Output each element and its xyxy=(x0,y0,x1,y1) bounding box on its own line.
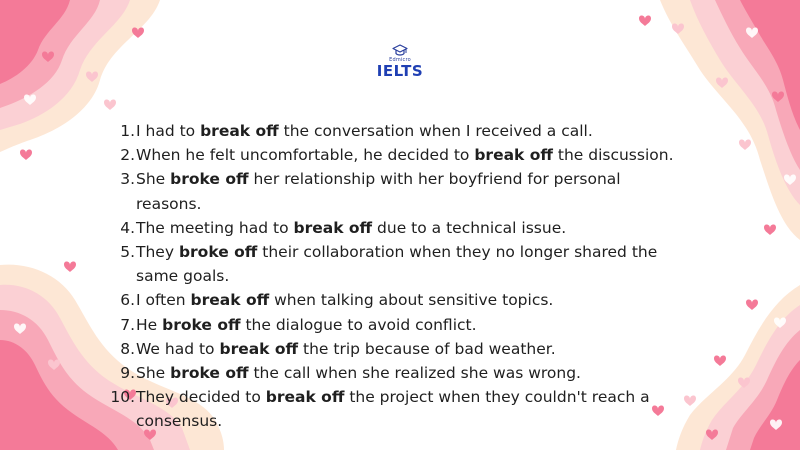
list-item xyxy=(104,240,684,288)
example-sentences-list xyxy=(104,119,684,434)
sentence-text: when talking about sensitive topics. xyxy=(269,291,554,310)
ielts-logo xyxy=(370,44,430,79)
item-number: 2. xyxy=(120,146,135,165)
sentence-text: the conversation when I received a call. xyxy=(278,122,593,140)
sentence-text: the project when they couldn't reach a consensus. xyxy=(136,388,650,431)
phrase-highlight: broke off xyxy=(170,170,249,189)
phrase-highlight: break off xyxy=(265,388,345,407)
sentence-text: I often xyxy=(136,291,191,310)
sentence-text: her relationship with her boyfriend for personal reasons. xyxy=(136,170,621,213)
sentence-text: I had to xyxy=(136,122,201,140)
sentence-text: the trip because of bad weather. xyxy=(298,339,556,358)
phrase-highlight: break off xyxy=(474,146,553,165)
logo-small-text: Edmicro xyxy=(389,57,411,63)
sentence-text: She xyxy=(136,364,171,383)
sentence-text: the dialogue to avoid conflict. xyxy=(240,315,477,334)
list-item xyxy=(104,385,684,433)
list-item xyxy=(104,216,684,240)
sentence-text: We had to xyxy=(136,339,220,358)
sentence-text: due to a technical issue. xyxy=(372,218,567,237)
item-number: 5. xyxy=(120,243,135,262)
phrase-highlight: break off xyxy=(219,339,299,358)
sentence-text: the discussion. xyxy=(552,146,674,165)
sentence-text: She xyxy=(136,170,171,189)
item-number: 3. xyxy=(120,170,135,189)
phrase-highlight: break off xyxy=(200,122,279,140)
phrase-highlight: broke off xyxy=(162,315,241,334)
sentence-text: the call when she realized she was wrong. xyxy=(248,364,581,383)
item-number: 10. xyxy=(110,388,135,407)
item-number: 9. xyxy=(120,364,135,383)
item-number: 8. xyxy=(120,339,135,358)
list-item xyxy=(104,143,684,167)
list-item xyxy=(104,337,684,361)
phrase-highlight: break off xyxy=(190,291,270,310)
logo-main-text: IELTS xyxy=(376,62,424,80)
sentence-text: their collaboration when they no longer shared the same goals. xyxy=(136,243,658,286)
phrase-highlight: broke off xyxy=(178,243,258,262)
list-item xyxy=(104,167,684,215)
item-number: 4. xyxy=(120,218,135,237)
list-item xyxy=(104,288,684,312)
sentence-text: They decided to xyxy=(136,388,266,407)
sentence-text: When he felt uncomfortable, he decided to xyxy=(136,146,475,165)
sentence-text: The meeting had to xyxy=(136,218,294,237)
item-number: 1. xyxy=(120,122,135,140)
item-number: 7. xyxy=(120,315,135,334)
sentence-text: They xyxy=(136,243,179,262)
item-number: 6. xyxy=(120,291,135,310)
phrase-highlight: break off xyxy=(293,218,373,237)
phrase-highlight: broke off xyxy=(170,364,249,383)
list-item xyxy=(104,361,684,385)
sentence-text: He xyxy=(136,315,163,334)
list-item xyxy=(104,119,684,143)
list-item xyxy=(104,313,684,337)
graduation-cap-icon xyxy=(392,44,408,58)
